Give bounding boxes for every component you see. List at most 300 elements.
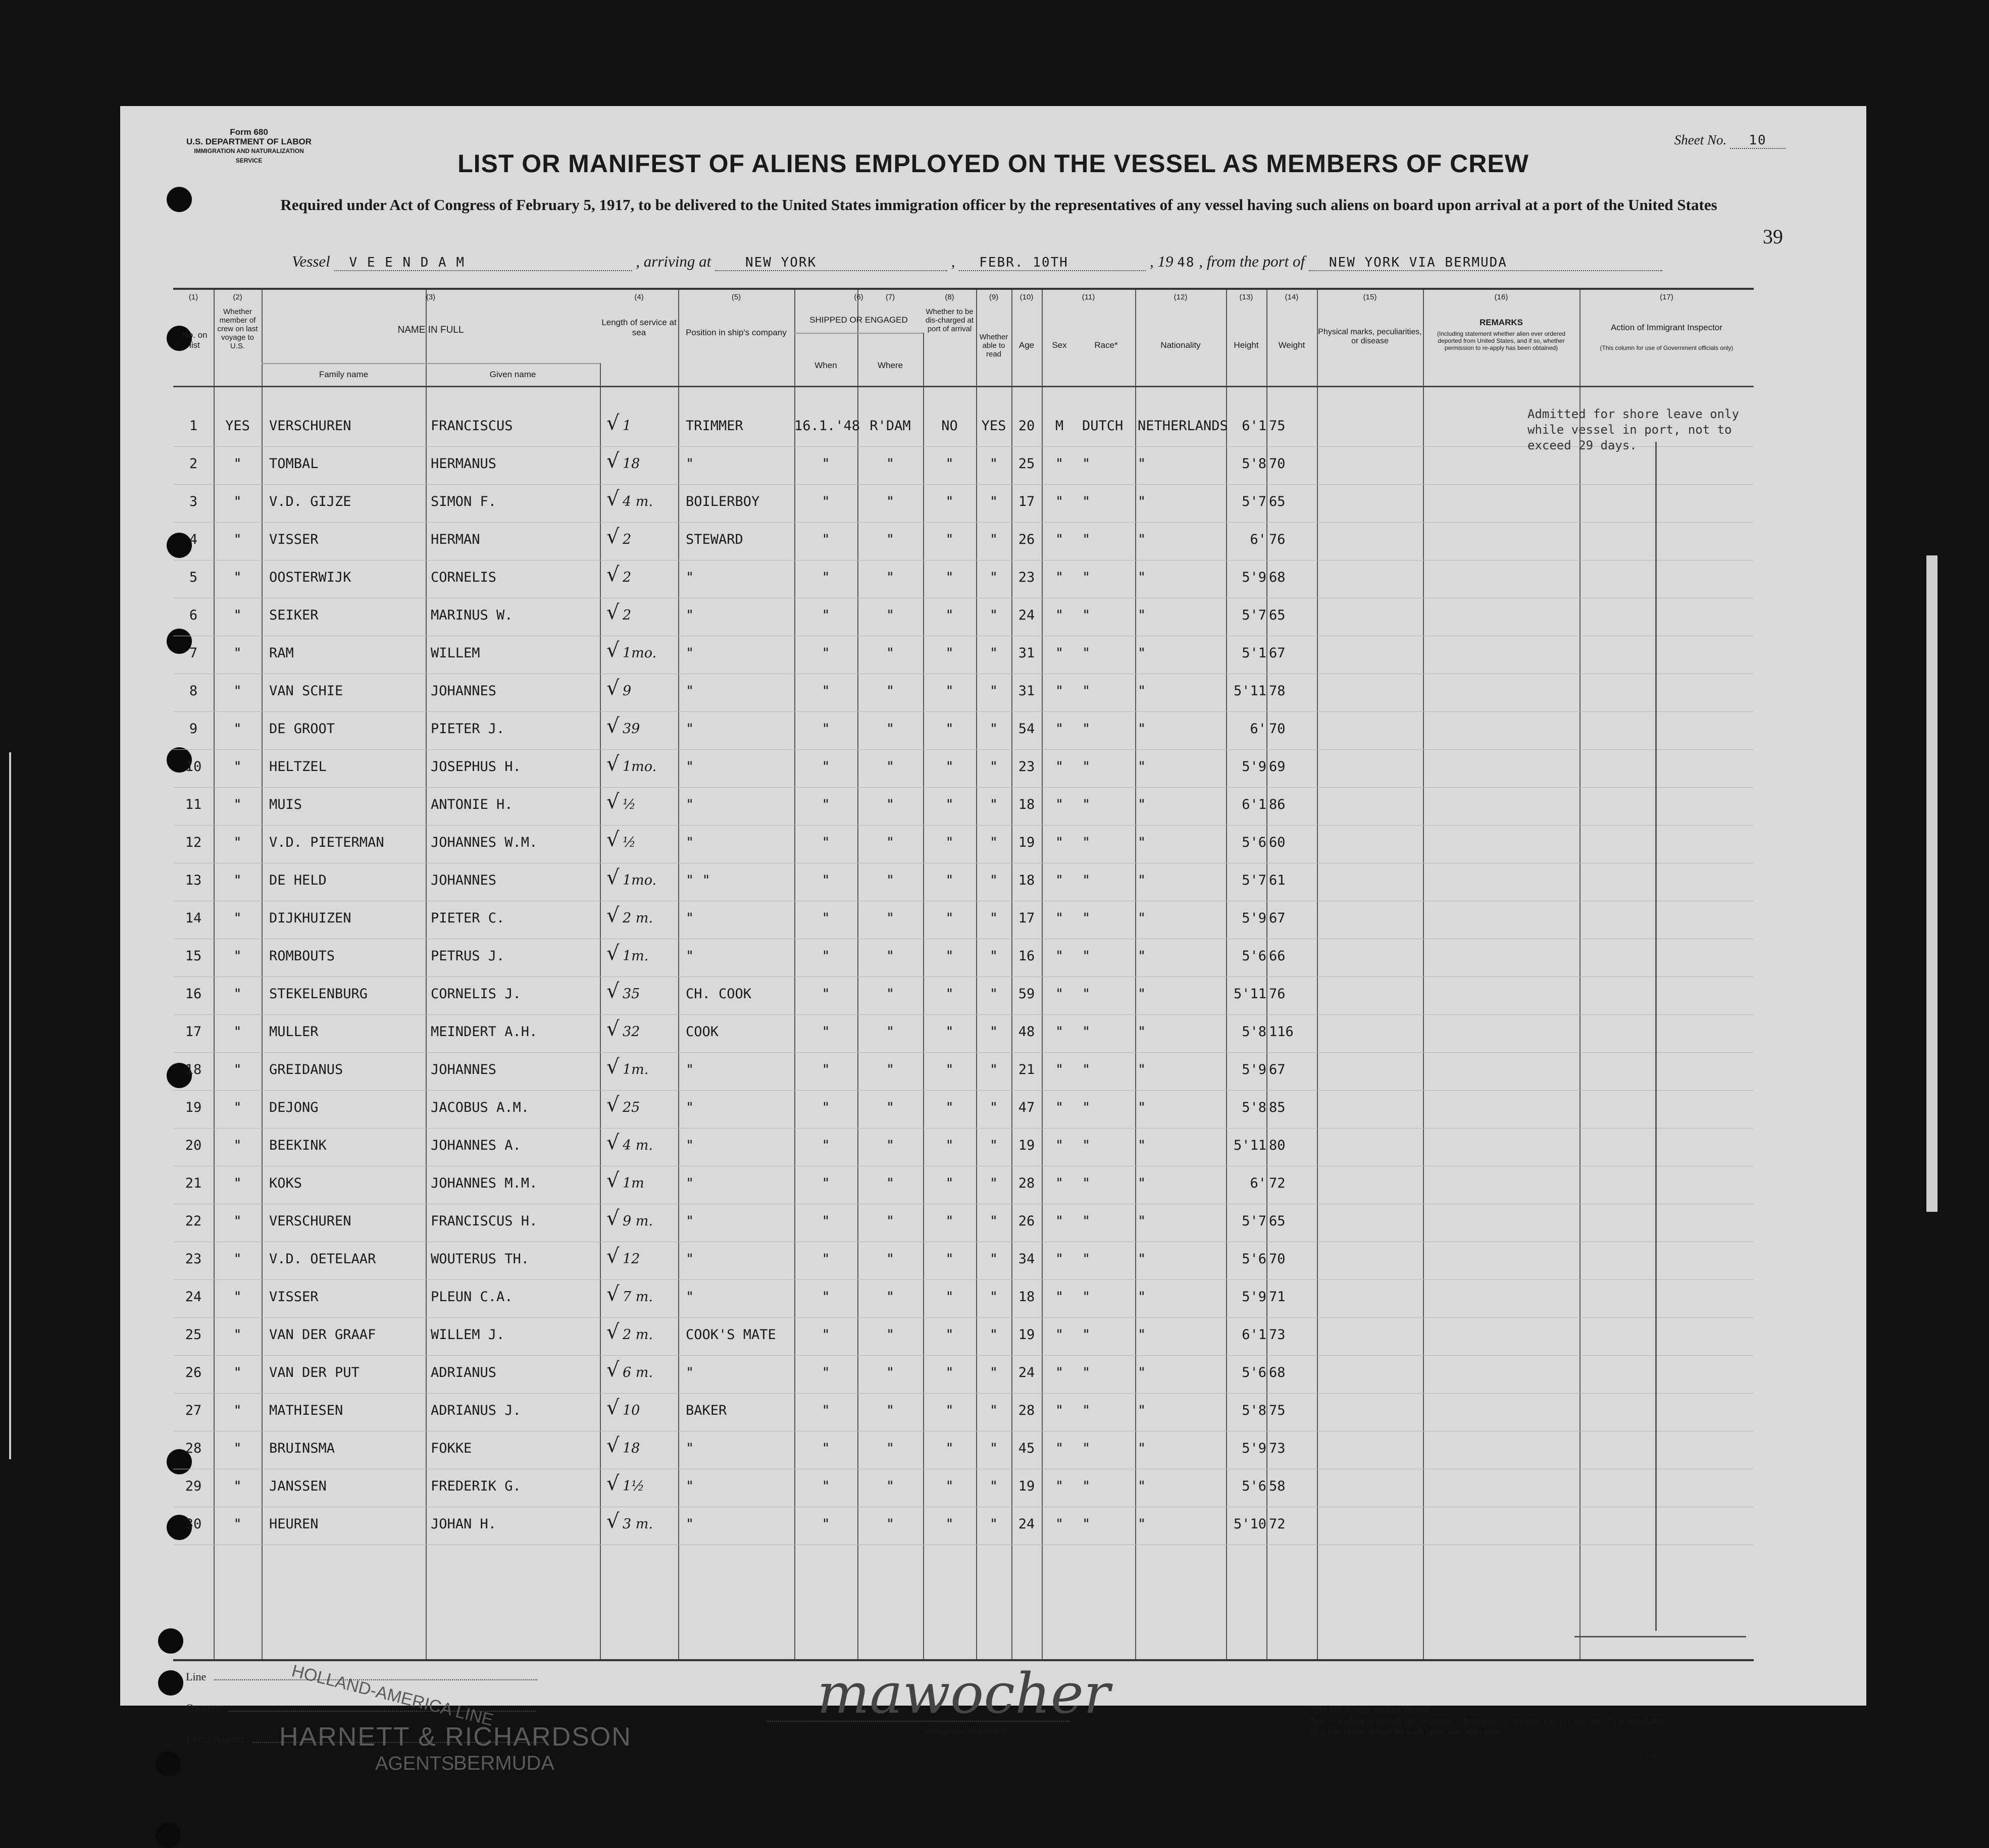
check-mark-icon: √ — [606, 1017, 620, 1041]
service: IMMIGRATION AND NATURALIZATION SERVICE — [194, 147, 304, 164]
cell-read: " — [989, 570, 998, 585]
cell-service: 6 m. — [623, 1365, 653, 1380]
cell-given: MEINDERT A.H. — [431, 1024, 538, 1040]
cell-race: " — [1082, 910, 1091, 926]
check-mark-icon: √ — [606, 1169, 620, 1192]
crew-table — [173, 288, 1754, 1661]
cell-family: TOMBAL — [269, 456, 319, 472]
cell-family: OOSTERWIJK — [269, 570, 351, 585]
cell-where: " — [886, 872, 895, 888]
header-position: Position in ship's company — [686, 328, 787, 337]
cell-no: 1 — [189, 418, 198, 434]
stamp-agents: AGENTS — [375, 1753, 454, 1774]
cell-when: " — [822, 1213, 830, 1229]
cell-nat: " — [1138, 1251, 1146, 1267]
check-mark-icon: √ — [606, 828, 620, 851]
cell-age: 19 — [1018, 1327, 1035, 1343]
cell-age: 25 — [1018, 456, 1035, 472]
cell-disch: " — [945, 948, 954, 964]
cell-no: 16 — [185, 986, 202, 1002]
cell-read: " — [989, 1403, 998, 1418]
check-mark-icon: √ — [606, 1131, 620, 1154]
cell-weight: 68 — [1269, 1365, 1286, 1380]
cell-position: " — [686, 1175, 694, 1191]
column-number: (2) — [233, 293, 242, 301]
cell-position: COOK — [686, 1024, 719, 1040]
column-number: (9) — [989, 293, 999, 301]
cell-sex: M — [1055, 418, 1064, 434]
cell-family: BRUINSMA — [269, 1441, 335, 1456]
signature-line — [767, 1721, 1069, 1722]
cell-race: " — [1082, 948, 1091, 964]
column-divider — [1423, 290, 1424, 1659]
cell-nat: " — [1138, 797, 1146, 812]
cell-family: SEIKER — [269, 607, 319, 623]
cell-race: " — [1082, 645, 1091, 661]
cell-race: " — [1082, 1516, 1091, 1532]
cell-position: " — [686, 797, 694, 812]
cell-sex: " — [1055, 1062, 1064, 1077]
cell-where: " — [886, 1516, 895, 1532]
cell-service: 3 m. — [623, 1516, 653, 1532]
cell-height: 5'10 — [1233, 1516, 1266, 1532]
cell-height: 6'1 — [1242, 797, 1266, 812]
cell-race: " — [1082, 986, 1091, 1002]
cell-service: ½ — [623, 797, 636, 812]
cell-age: 24 — [1018, 1516, 1035, 1532]
cell-when: " — [822, 872, 830, 888]
cell-race: " — [1082, 1251, 1091, 1267]
check-mark-icon: √ — [606, 980, 620, 1003]
header-bottom-rule — [173, 386, 1754, 387]
row-rule — [173, 1279, 1754, 1280]
cell-disch: " — [945, 1403, 954, 1418]
cell-weight: 65 — [1269, 494, 1286, 509]
row-rule — [173, 446, 1754, 447]
cell-disch: NO — [941, 418, 958, 434]
column-number: (10) — [1019, 293, 1034, 301]
cell-read: " — [989, 759, 998, 775]
cell-read: " — [989, 1478, 998, 1494]
cell-service: 2 — [623, 607, 632, 623]
cell-service: 10 — [623, 1403, 640, 1418]
cell-position: " — [686, 835, 694, 850]
cell-weight: 65 — [1269, 1213, 1286, 1229]
cell-given: CORNELIS — [431, 570, 497, 585]
column-divider — [1266, 290, 1267, 1659]
scan-edge-strip — [1926, 555, 1937, 1212]
cell-when: " — [822, 1365, 830, 1380]
check-mark-icon: √ — [606, 866, 620, 889]
cell-age: 45 — [1018, 1441, 1035, 1456]
cell-where: R'DAM — [870, 418, 911, 434]
cell-family: RAM — [269, 645, 294, 661]
remarks-ditto-end — [1574, 1636, 1746, 1637]
cell-position: COOK'S MATE — [686, 1327, 776, 1343]
cell-sex: " — [1055, 1251, 1064, 1267]
cell-member: " — [233, 570, 242, 585]
cell-disch: " — [945, 1441, 954, 1456]
cell-no: 19 — [185, 1100, 202, 1115]
cell-given: JOHANNES A. — [431, 1138, 521, 1153]
cell-height: 5'8 — [1242, 456, 1266, 472]
cell-member: " — [233, 759, 242, 775]
header-given-name: Given name — [489, 370, 536, 379]
cell-disch: " — [945, 797, 954, 812]
row-rule — [173, 522, 1754, 523]
column-divider — [262, 290, 263, 1659]
cell-age: 24 — [1018, 1365, 1035, 1380]
cell-nat: " — [1138, 721, 1146, 737]
check-mark-icon: √ — [606, 904, 620, 927]
cell-sex: " — [1055, 986, 1064, 1002]
cell-weight: 61 — [1269, 872, 1286, 888]
cell-no: 28 — [185, 1441, 202, 1456]
cell-where: " — [886, 1213, 895, 1229]
cell-age: 28 — [1018, 1403, 1035, 1418]
cell-height: 5'7 — [1242, 1213, 1266, 1229]
column-divider — [1135, 290, 1136, 1659]
cell-weight: 65 — [1269, 607, 1286, 623]
cell-height: 5'7 — [1242, 494, 1266, 509]
cell-race: " — [1082, 1100, 1091, 1115]
cell-member: " — [233, 607, 242, 623]
cell-where: " — [886, 835, 895, 850]
cell-race: " — [1082, 532, 1091, 547]
cell-member: " — [233, 1175, 242, 1191]
cell-where: " — [886, 456, 895, 472]
cell-position: BAKER — [686, 1403, 727, 1418]
cell-weight: 67 — [1269, 645, 1286, 661]
cell-position: " — [686, 607, 694, 623]
cell-position: " — [686, 645, 694, 661]
cell-position: " — [686, 1289, 694, 1305]
cell-age: 19 — [1018, 1138, 1035, 1153]
cell-sex: " — [1055, 721, 1064, 737]
arriving-label: , arriving at — [636, 252, 711, 270]
cell-position: " — [686, 948, 694, 964]
check-mark-icon: √ — [606, 412, 620, 435]
cell-where: " — [886, 1062, 895, 1077]
cell-no: 2 — [189, 456, 198, 472]
cell-disch: " — [945, 1062, 954, 1077]
cell-position: " — [686, 1062, 694, 1077]
cell-age: 17 — [1018, 494, 1035, 509]
cell-weight: 69 — [1269, 759, 1286, 775]
cell-read: " — [989, 456, 998, 472]
cell-nat: " — [1138, 1175, 1146, 1191]
cell-member: " — [233, 1138, 242, 1153]
cell-age: 18 — [1018, 797, 1035, 812]
cell-family: GREIDANUS — [269, 1062, 343, 1077]
cell-read: YES — [981, 418, 1006, 434]
cell-given: JOSEPHUS H. — [431, 759, 521, 775]
row-rule — [173, 749, 1754, 750]
cell-member: " — [233, 1213, 242, 1229]
cell-sex: " — [1055, 1478, 1064, 1494]
cell-nat: " — [1138, 835, 1146, 850]
inspector-signature: mawocher — [817, 1661, 1110, 1726]
arriving-port: NEW YORK — [715, 255, 947, 271]
cell-service: 9 m. — [623, 1213, 653, 1229]
row-rule — [173, 825, 1754, 826]
cell-position: " — [686, 1100, 694, 1115]
cell-member: " — [233, 1289, 242, 1305]
cell-where: " — [886, 570, 895, 585]
cell-weight: 67 — [1269, 1062, 1286, 1077]
cell-given: HERMANUS — [431, 456, 497, 472]
cell-nat: " — [1138, 1213, 1146, 1229]
cell-height: 5'9 — [1242, 1289, 1266, 1305]
department: U.S. DEPARTMENT OF LABOR — [186, 137, 312, 146]
cell-position: " — [686, 910, 694, 926]
cell-member: " — [233, 948, 242, 964]
cell-no: 9 — [189, 721, 198, 737]
cell-member: " — [233, 986, 242, 1002]
cell-race: " — [1082, 721, 1091, 737]
cell-weight: 67 — [1269, 910, 1286, 926]
cell-service: 1mo. — [623, 872, 657, 888]
check-mark-icon: √ — [606, 1472, 620, 1495]
column-divider — [600, 363, 601, 1659]
cell-member: " — [233, 645, 242, 661]
cell-disch: " — [945, 645, 954, 661]
cell-weight: 75 — [1269, 1403, 1286, 1418]
cell-race: " — [1082, 1138, 1091, 1153]
cell-position: CH. COOK — [686, 986, 752, 1002]
cell-service: 39 — [623, 721, 640, 737]
cell-service: 35 — [623, 986, 640, 1002]
cell-no: 8 — [189, 683, 198, 699]
check-mark-icon: √ — [606, 525, 620, 548]
cell-no: 18 — [185, 1062, 202, 1077]
cell-when: " — [822, 835, 830, 850]
cell-when: " — [822, 607, 830, 623]
cell-where: " — [886, 532, 895, 547]
cell-given: PLEUN C.A. — [431, 1289, 513, 1305]
cell-position: BOILERBOY — [686, 494, 760, 509]
cell-given: ADRIANUS — [431, 1365, 497, 1380]
cell-nat: " — [1138, 1327, 1146, 1343]
arrival-date: FEBR. 10TH — [959, 255, 1146, 271]
cell-given: JACOBUS A.M. — [431, 1100, 530, 1115]
remarks-line: exceed 29 days. — [1527, 438, 1637, 452]
cell-sex: " — [1055, 948, 1064, 964]
cell-race: " — [1082, 1403, 1091, 1418]
cell-age: 26 — [1018, 532, 1035, 547]
shipped-subhead-rule — [794, 333, 923, 334]
header-race: Race* — [1094, 340, 1118, 350]
cell-no: 4 — [189, 532, 198, 547]
cell-member: " — [233, 1024, 242, 1040]
cell-read: " — [989, 1516, 998, 1532]
cell-given: WILLEM — [431, 645, 480, 661]
check-mark-icon: √ — [606, 1358, 620, 1381]
cell-height: 5'8 — [1242, 1403, 1266, 1418]
cell-member: " — [233, 1441, 242, 1456]
cell-no: 21 — [185, 1175, 202, 1191]
cell-nat: " — [1138, 532, 1146, 547]
cell-given: CORNELIS J. — [431, 986, 521, 1002]
cell-read: " — [989, 835, 998, 850]
cell-height: 5'1 — [1242, 645, 1266, 661]
column-number: (16) — [1494, 293, 1508, 301]
cell-disch: " — [945, 532, 954, 547]
cell-height: 5'11 — [1233, 986, 1266, 1002]
cell-disch: " — [945, 759, 954, 775]
check-mark-icon: √ — [606, 1320, 620, 1344]
row-rule — [173, 1393, 1754, 1394]
cell-member: " — [233, 1516, 242, 1532]
cell-read: " — [989, 683, 998, 699]
check-mark-icon: √ — [606, 677, 620, 700]
column-number: (17) — [1660, 293, 1673, 301]
cell-disch: " — [945, 835, 954, 850]
cell-member: " — [233, 1100, 242, 1115]
cell-where: " — [886, 645, 895, 661]
cell-disch: " — [945, 1024, 954, 1040]
cell-read: " — [989, 1327, 998, 1343]
cell-member: " — [233, 456, 242, 472]
column-number: (11) — [1082, 293, 1095, 301]
cell-service: 9 — [623, 683, 632, 699]
cell-disch: " — [945, 1100, 954, 1115]
cell-given: PIETER C. — [431, 910, 505, 926]
manifest-sheet — [120, 106, 1866, 1774]
cell-read: " — [989, 948, 998, 964]
row-rule — [173, 1317, 1754, 1318]
cell-height: 5'9 — [1242, 759, 1266, 775]
cell-when: " — [822, 759, 830, 775]
form-number: Form 680 — [230, 127, 268, 137]
cell-nat: " — [1138, 986, 1146, 1002]
year-prefix: , 19 — [1150, 252, 1174, 270]
cell-age: 20 — [1018, 418, 1035, 434]
cell-race: " — [1082, 1024, 1091, 1040]
cell-read: " — [989, 1289, 998, 1305]
cell-given: FRANCISCUS — [431, 418, 513, 434]
footnotes — [1310, 1704, 1673, 1737]
cell-family: HELTZEL — [269, 759, 327, 775]
cell-nat: " — [1138, 1403, 1146, 1418]
cell-when: " — [822, 948, 830, 964]
cell-disch: " — [945, 1478, 954, 1494]
column-number: (12) — [1174, 293, 1188, 301]
cell-member: " — [233, 532, 242, 547]
cell-member: " — [233, 1062, 242, 1077]
header-able-read: Whether able to read — [979, 333, 1008, 358]
cell-sex: " — [1055, 456, 1064, 472]
cell-race: " — [1082, 1213, 1091, 1229]
cell-service: 1mo. — [623, 645, 657, 661]
cell-when: " — [822, 1024, 830, 1040]
punch-hole — [167, 187, 192, 212]
cell-member: " — [233, 1478, 242, 1494]
column-number: (14) — [1285, 293, 1299, 301]
cell-service: 2 — [623, 532, 632, 547]
cell-sex: " — [1055, 910, 1064, 926]
page-number: 39 — [1763, 225, 1783, 248]
cell-service: 2 — [623, 570, 632, 585]
cell-sex: " — [1055, 797, 1064, 812]
cell-family: MUIS — [269, 797, 302, 812]
cell-service: 1m — [623, 1175, 644, 1191]
cell-where: " — [886, 1441, 895, 1456]
from-label: , from the port of — [1199, 252, 1305, 270]
cell-no: 13 — [185, 872, 202, 888]
cell-race: DUTCH — [1082, 418, 1124, 434]
cell-sex: " — [1055, 607, 1064, 623]
cell-service: 1 — [623, 418, 632, 434]
cell-disch: " — [945, 1289, 954, 1305]
fine-note: Note.—Failure to furnish full or correct information in columns (3), (5), (6), and (7) is punishable by a fine of ten dollars for each alien. See other side. — [1310, 1716, 1666, 1737]
cell-read: " — [989, 1251, 998, 1267]
cell-height: 6'1 — [1242, 1327, 1266, 1343]
cell-family: V.D. PIETERMAN — [269, 835, 384, 850]
cell-read: " — [989, 607, 998, 623]
cell-nat: " — [1138, 1516, 1146, 1532]
cell-member: " — [233, 494, 242, 509]
cell-member: " — [233, 835, 242, 850]
remarks-line: while vessel in port, not to — [1527, 423, 1732, 437]
cell-read: " — [989, 645, 998, 661]
header-shipped: SHIPPED OR ENGAGED — [809, 315, 908, 325]
cell-member: " — [233, 1327, 242, 1343]
cell-sex: " — [1055, 1441, 1064, 1456]
name-subhead-rule — [262, 363, 600, 364]
cell-age: 31 — [1018, 683, 1035, 699]
cell-given: JOHANNES — [431, 872, 497, 888]
cell-when: " — [822, 456, 830, 472]
vessel-line: Vessel V E E N D A M , arriving at NEW YORK , FEBR. 10TH , 19 48 , from the port of NEW YORK VIA BERMUDA — [292, 252, 1662, 271]
cell-no: 5 — [189, 570, 198, 585]
cell-disch: " — [945, 986, 954, 1002]
cell-height: 5'9 — [1242, 1062, 1266, 1077]
row-rule — [173, 484, 1754, 485]
cell-where: " — [886, 1138, 895, 1153]
cell-age: 28 — [1018, 1175, 1035, 1191]
cell-service: 2 m. — [623, 910, 653, 926]
cell-when: " — [822, 645, 830, 661]
cell-read: " — [989, 1213, 998, 1229]
cell-given: JOHANNES W.M. — [431, 835, 538, 850]
check-mark-icon: √ — [606, 639, 620, 662]
cell-sex: " — [1055, 532, 1064, 547]
cell-position: " — [686, 1251, 694, 1267]
cell-where: " — [886, 797, 895, 812]
cell-read: " — [989, 1365, 998, 1380]
row-rule — [173, 711, 1754, 712]
cell-weight: 72 — [1269, 1516, 1286, 1532]
cell-height: 5'7 — [1242, 872, 1266, 888]
row-rule — [173, 1090, 1754, 1091]
cell-nat: " — [1138, 683, 1146, 699]
cell-given: JOHANNES — [431, 683, 497, 699]
cell-family: DIJKHUIZEN — [269, 910, 351, 926]
cell-height: 5'11 — [1233, 683, 1266, 699]
cell-when: " — [822, 1516, 830, 1532]
cell-where: " — [886, 1289, 895, 1305]
column-number: (4) — [634, 293, 644, 301]
cell-race: " — [1082, 1289, 1091, 1305]
remarks-line: Admitted for shore leave only — [1527, 407, 1740, 421]
cell-position: TRIMMER — [686, 418, 743, 434]
cell-given: ANTONIE H. — [431, 797, 513, 812]
cell-member: YES — [225, 418, 250, 434]
cell-race: " — [1082, 570, 1091, 585]
cell-service: 4 m. — [623, 1138, 653, 1153]
cell-weight: 116 — [1269, 1024, 1294, 1040]
